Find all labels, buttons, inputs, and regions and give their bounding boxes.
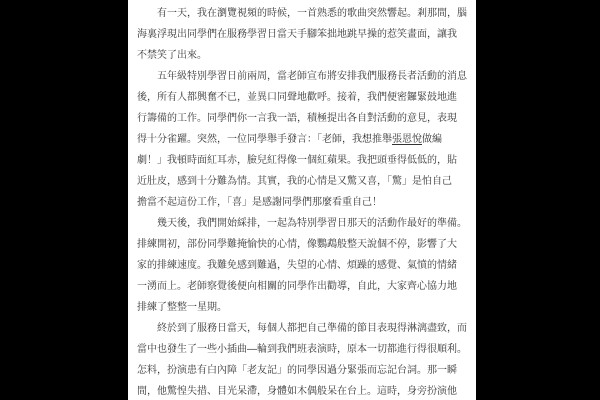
text-line-content: 劇！」我頓時面紅耳赤，臉兒紅得像一個紅蘋果。我把頭垂得低低的，貼 <box>137 155 457 166</box>
text-line <box>137 255 467 276</box>
text-line <box>137 234 467 255</box>
text-line <box>137 339 467 360</box>
text-line <box>137 318 467 339</box>
text-line-content: 間，他驚惶失措、目光呆滯，身體如木偶般呆在台上。這時，身旁扮演他 <box>137 386 457 397</box>
student-name-underlined: 張恩悅 <box>392 134 422 145</box>
text-line <box>137 129 467 150</box>
text-line <box>137 276 467 297</box>
text-line <box>137 24 467 45</box>
document-text <box>137 3 467 400</box>
text-line <box>137 3 467 24</box>
text-line-content: 擔當不起這份工作，「喜」是感謝同學們那麼看重自己！ <box>137 197 382 208</box>
text-line <box>137 150 467 171</box>
text-line-content: 排練開初，部份同學難掩愉快的心情，像鸚鵡般整天說個不停，影響了大 <box>137 239 457 250</box>
text-line-content: 五年級特別學習日前兩周，當老師宣布將安排我們服務長者活動的消息 <box>157 71 467 82</box>
text-line <box>137 381 467 400</box>
text-line-content: 一湧而上。老師察覺後便向相關的同學作出勸導，自此，大家齊心協力地 <box>137 281 457 292</box>
text-line-content: 得十分雀躍。突然，一位同學舉手發言：「老師，我想推舉 <box>137 134 392 145</box>
text-line-content: 家的排練速度。我難免感到難過，失望的心情、煩躁的感覺、氣憤的情緒 <box>137 260 457 271</box>
document-page <box>128 0 476 400</box>
text-line-content: 怎料，扮演患有白內障「老友記」的同學因過分緊張而忘記台詞。那一瞬 <box>137 365 457 376</box>
text-line-content: 幾天後，我們開始綵排，一起為特別學習日那天的活動作最好的準備。 <box>157 218 467 229</box>
text-line-content: 行籌備的工作。同學們你一言我一語，積極提出各自對活動的意見，表現 <box>137 113 457 124</box>
text-line-content: 終於到了服務日當天，每個人都把自己準備的節目表現得淋漓盡致，而 <box>157 323 467 334</box>
text-line <box>137 213 467 234</box>
text-line-content: 有一天，我在瀏覽視頻的時候，一首熟悉的歌曲突然響起。剎那間，腦 <box>157 8 467 19</box>
text-line <box>137 108 467 129</box>
text-line-content: 當中也發生了一些小插曲—輪到我們班表演時，原本一切都進行得很順利。 <box>137 344 467 355</box>
text-line-content: 做編 <box>422 134 442 145</box>
text-line <box>137 192 467 213</box>
text-line <box>137 66 467 87</box>
text-line <box>137 171 467 192</box>
text-line <box>137 45 467 66</box>
text-line-content: 排練了整整一星期。 <box>137 302 227 313</box>
text-line-content: 後，所有人都興奮不已，並異口同聲地歡呼。接着，我們便密鑼緊鼓地進 <box>137 92 457 103</box>
text-line <box>137 87 467 108</box>
text-line <box>137 360 467 381</box>
text-line <box>137 297 467 318</box>
text-line-content: 近肚皮，感到十分難為情。其實，我的心情是又驚又喜，「驚」是怕自己 <box>137 176 452 187</box>
text-line-content: 海裏浮現出同學們在服務學習日當天手腳笨拙地跳早操的惹笑畫面，讓我 <box>137 29 457 40</box>
text-line-content: 不禁笑了出來。 <box>137 50 207 61</box>
